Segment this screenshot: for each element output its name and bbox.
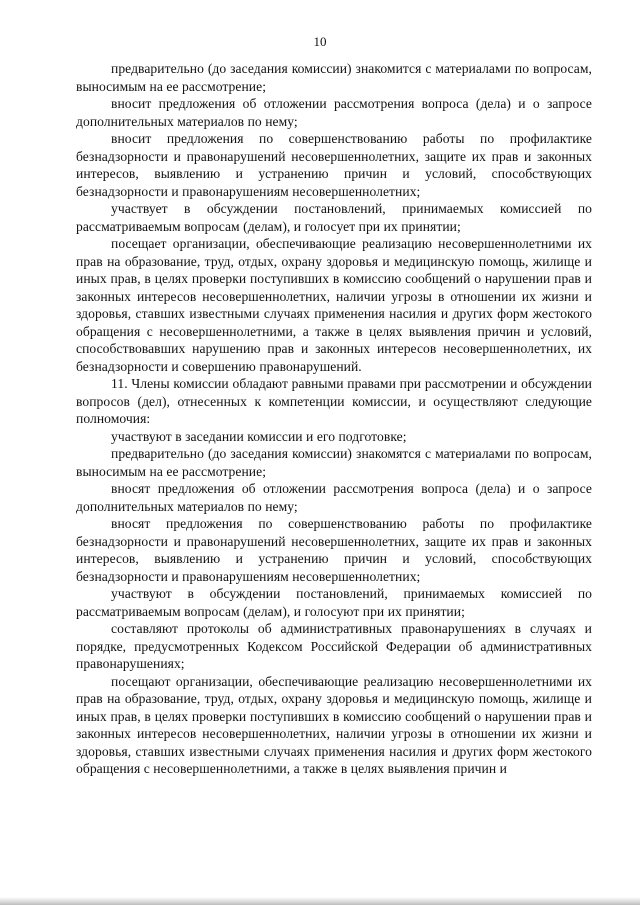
- paragraph: вносит предложения об отложении рассмотрения вопроса (дела) и о запросе дополнительных материалов по нему;: [76, 96, 592, 129]
- paragraph: вносит предложения по совершенствованию работы по профилактике безнадзорности и правонарушений несовершеннолетних, защите их прав и законных интересов, выявлению и устранению причин и условий, способствующих безнадзорности и правонарушениям несовершеннолетних;: [76, 131, 592, 199]
- paragraph-section-11: 11. Члены комиссии обладают равными правами при рассмотрении и обсуждении вопросов (дел), отнесенных к компетенции комиссии, и осуществляют следующие полномочия:: [76, 376, 592, 426]
- document-body: [76, 60, 592, 778]
- paragraph: вносят предложения об отложении рассмотрения вопроса (дела) и о запросе дополнительных материалов по нему;: [76, 481, 592, 514]
- paragraph: участвует в обсуждении постановлений, принимаемых комиссией по рассматриваемым вопросам (делам), и голосует при их принятии;: [76, 201, 592, 234]
- paragraph: участвуют в заседании комиссии и его подготовке;: [111, 428, 407, 444]
- paragraph: посещают организации, обеспечивающие реализацию несовершеннолетними их прав на образование, труд, отдых, охрану здоровья и медицинскую помощь, жилище и иных прав, в целях проверки поступивших в комиссию сообщений о нарушении прав и законных интересов несовершеннолетних, наличии угрозы в отношении их жизни и здоровья, ставших известными случаях применения насилия и других форм жестокого обращения с несовершеннолетними, а также в целях выявления причин и: [76, 673, 592, 776]
- paragraph: предварительно (до заседания комиссии) знакомится с материалами по вопросам, выносимым на ее рассмотрение;: [76, 61, 592, 94]
- page-number: 10: [313, 34, 327, 49]
- paragraph: посещает организации, обеспечивающие реализацию несовершеннолетними их прав на образование, труд, отдых, охрану здоровья и медицинскую помощь, жилище и иных прав, в целях проверки поступивших в комиссию сообщений о нарушении прав и законных интересов несовершеннолетних, наличии угрозы в отношении их жизни и здоровья, ставших известными случаях применения насилия и других форм жестокого обращения с несовершеннолетними, а также в целях выявления причин и условий, способствовавших нарушению прав и законных интересов несовершеннолетних, их безнадзорности и совершению правонарушений.: [76, 236, 592, 374]
- paragraph: участвуют в обсуждении постановлений, принимаемых комиссией по рассматриваемым вопросам (делам), и голосуют при их принятии;: [76, 586, 592, 619]
- paragraph: предварительно (до заседания комиссии) знакомятся с материалами по вопросам, выносимым на ее рассмотрение;: [76, 446, 592, 479]
- paragraph: вносят предложения по совершенствованию работы по профилактике безнадзорности и правонарушений несовершеннолетних, защите их прав и законных интересов, выявлению и устранению причин и условий, способствующих безнадзорности и правонарушениям несовершеннолетних;: [76, 516, 592, 584]
- scan-bottom-edge: [0, 897, 640, 905]
- paragraph: составляют протоколы об административных правонарушениях в случаях и порядке, предусмотренных Кодексом Российской Федерации об административных правонарушениях;: [76, 621, 592, 671]
